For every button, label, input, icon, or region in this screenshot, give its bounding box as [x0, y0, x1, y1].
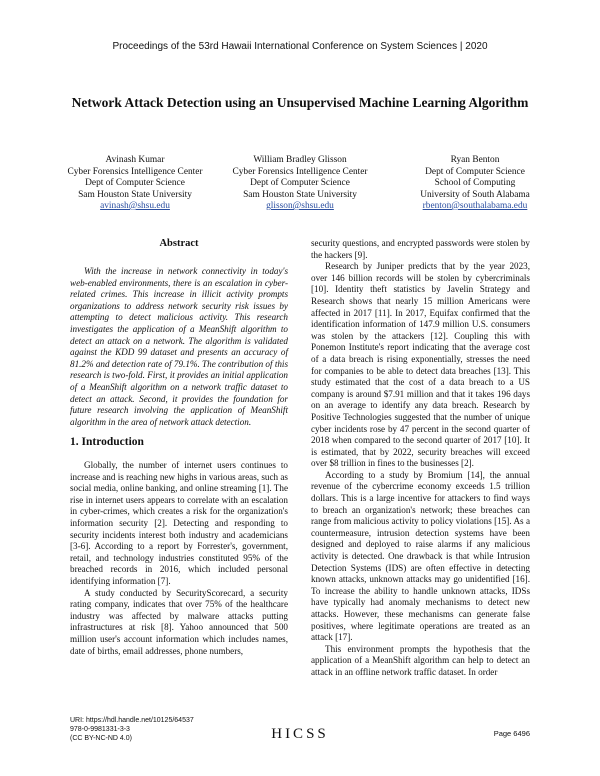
author-department: Dept of Computer Science	[425, 166, 525, 177]
body-paragraph: security questions, and encrypted passwords were stolen by the hackers [9].	[311, 238, 530, 260]
author-affiliation: Cyber Forensics Intelligence Center	[232, 166, 368, 177]
right-column-text	[311, 238, 530, 679]
footer-uri-link[interactable]: URI: https://hdl.handle.net/10125/64537	[70, 717, 194, 724]
footer-isbn: 978-0-9981331-3-3	[70, 726, 130, 733]
author-department: Dept of Computer Science	[85, 178, 185, 188]
author-affiliation: Cyber Forensics Intelligence Center	[67, 166, 203, 177]
author-email-link[interactable]: glisson@shsu.edu	[266, 201, 334, 211]
footer-license: (CC BY-NC-ND 4.0)	[70, 735, 132, 742]
abstract-paragraph: With the increase in network connectivity in today's web-enabled environments, there is an escalation in cyber-related crimes. This increase in illicit activity prompts organizations to address network security risk issues by attempting to detect malicious activity. This research investigates the application of a MeanShift algorithm to detect an attack on a network. The algorithm is validated against the KDD 99 dataset and presents an accuracy of 81.2% and detection rate of 79.1%. The contribution of this research is two-fold. First, it provides an initial application of a MeanShift algorithm on a network traffic dataset to detect an attack. Second, it provides the foundation for future research involving the application of MeanShift algorithm in the area of network attack detection.	[70, 266, 288, 427]
body-paragraph: This environment prompts the hypothesis that the application of a MeanShift algorithm can help to detect an attack in an offline network traffic dataset. In order	[311, 643, 530, 677]
page-number: Page 6496	[493, 729, 530, 738]
introduction-heading: 1. Introduction	[70, 436, 144, 448]
author-department: Dept of Computer Science	[250, 178, 350, 188]
author-block-1	[55, 155, 215, 213]
intro-paragraph: A study conducted by SecurityScorecard, a security rating company, indicates that over 75% of the healthcare industry was affected by malware attacks putting infrastructures at risk [8]. Yahoo announced that 500 million user's account information which includes names, date of births, email addresses, phone numbers,	[70, 587, 288, 656]
author-email-link[interactable]: rbenton@southalabama.edu	[422, 201, 528, 211]
author-email-link[interactable]: avinash@shsu.edu	[100, 201, 170, 211]
hicss-logo: HICSS	[271, 726, 329, 742]
author-institution: Sam Houston State University	[78, 189, 192, 200]
body-paragraph: According to a study by Bromium [14], the annual revenue of the cybercrime economy exceeds 1.5 trillion dollars. This is a large incentive for attackers to find ways to breach an organization's network; these breaches can range from malicious activity to policy violations [15]. As a countermeasure, intrusion detection systems have been designed and deployed to raise alarms if any malicious activity is detected. One drawback is that while Intrusion Detection Systems (IDS) are often effective in detecting known attacks, unknown attacks may go unidentified [16]. To increase the ability to handle unknown attacks, IDSs have typically had anomaly mechanisms to detect new attacks. However, these mechanisms can generate false positives, where legitimate operations are treated as an attack [17].	[311, 469, 530, 643]
proceedings-header: Proceedings of the 53rd Hawaii International Conference on System Sciences | 2020	[112, 41, 488, 52]
author-name: William Bradley Glisson	[253, 155, 347, 165]
abstract-heading: Abstract	[159, 238, 199, 249]
intro-paragraph: Globally, the number of internet users continues to increase and is reaching new highs in various areas, such as social media, online banking, and online streaming [1]. The rise in internet users appears to correlate with an escalation in cyber-crimes, which creates a risk for the organization's information security [2]. Detecting and responding to security incidents interest both industry and academicians [3-6]. According to a report by Forrester's, government, retail, and technology industries constituted 95% of the breached records in 2016, which included personal identifying information [7].	[70, 460, 288, 586]
author-institution: University of South Alabama	[420, 189, 530, 200]
author-institution: Sam Houston State University	[243, 189, 357, 200]
author-school: School of Computing	[434, 178, 516, 188]
author-name: Ryan Benton	[450, 155, 500, 165]
paper-title: Network Attack Detection using an Unsupervised Machine Learning Algorithm	[71, 95, 529, 110]
introduction-text	[70, 460, 288, 657]
abstract-text	[70, 266, 288, 428]
author-block-2	[220, 155, 380, 213]
author-block-3	[395, 155, 555, 213]
body-paragraph: Research by Juniper predicts that by the year 2023, over 146 billion records will be stolen by cybercriminals [10]. Identity theft statistics by Javelin Strategy and Research shows that nearly 15 million Americans were affected in 2017 [11]. In 2017, Equifax confirmed that the identification information of 147.9 million U.S. consumers was stolen by the attackers [12]. Coupling this with Ponemon Institute's report indicating that the average cost of a data breach is rising exponentially, stresses the need for companies to be able to detect data breaches [13]. This study estimated that the cost of a data breach to a US company is around $7.91 million and that it takes 196 days on an average to identify any data breach. Research by Positive Technologies suggested that the number of unique cyber incidents rose by 47 percent in the second quarter of 2018 when compared to the second quarter of 2017 [10]. It is estimated, that by 2022, security breaches will exceed over $8 trillion in fines to the businesses [2].	[311, 261, 530, 469]
author-name: Avinash Kumar	[105, 155, 165, 165]
